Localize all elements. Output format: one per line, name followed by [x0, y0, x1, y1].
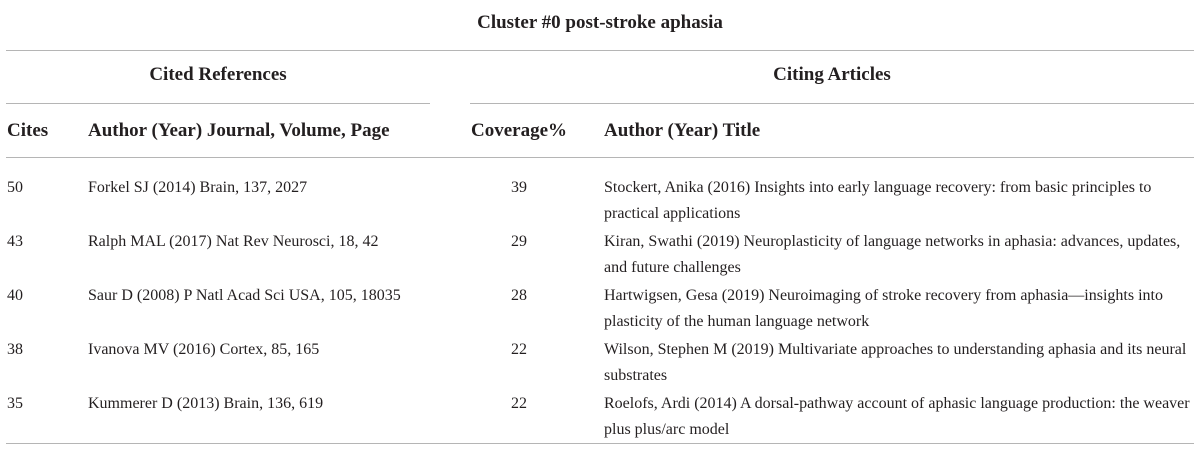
column-header-coverage: Coverage%: [470, 120, 568, 141]
reference-cell: Saur D (2008) P Natl Acad Sci USA, 105, 18035: [88, 287, 401, 304]
reference-cell: Ralph MAL (2017) Nat Rev Neurosci, 18, 42: [88, 233, 379, 250]
coverage-cell: 39: [511, 179, 527, 196]
article-cell: Roelofs, Ardi (2014) A dorsal-pathway account of aphasic language production: the weaver plus plus/arc model: [604, 395, 1190, 438]
cites-cell: 35: [7, 395, 23, 412]
article-cell: Hartwigsen, Gesa (2019) Neuroimaging of stroke recovery from aphasia—insights into plasticity of the human language network: [604, 287, 1163, 330]
column-header-article: Author (Year) Title: [604, 120, 761, 141]
coverage-cell: 22: [511, 341, 527, 358]
cites-cell: 38: [7, 341, 23, 358]
coverage-cell: 29: [511, 233, 527, 250]
coverage-cell: 22: [511, 395, 527, 412]
top-rule: [6, 50, 1194, 51]
reference-cell: Forkel SJ (2014) Brain, 137, 2027: [88, 179, 308, 196]
group-header-cited: Cited References: [149, 64, 287, 85]
bottom-rule: [6, 443, 1194, 444]
cited-group-rule: [6, 103, 430, 104]
coverage-cell: 28: [511, 287, 527, 304]
cites-cell: 40: [7, 287, 23, 304]
article-cell: Wilson, Stephen M (2019) Multivariate approaches to understanding aphasia and its neural substrates: [604, 341, 1187, 384]
cites-cell: 50: [7, 179, 23, 196]
column-header-reference: Author (Year) Journal, Volume, Page: [88, 120, 390, 141]
table-title: Cluster #0 post-stroke aphasia: [477, 12, 723, 33]
column-header-cites: Cites: [7, 120, 49, 141]
cites-cell: 43: [7, 233, 23, 250]
table-row: [0, 280, 1200, 334]
citing-group-rule: [470, 103, 1194, 104]
table-body: [0, 172, 1200, 442]
reference-cell: Kummerer D (2013) Brain, 136, 619: [88, 395, 324, 412]
article-cell: Stockert, Anika (2016) Insights into early language recovery: from basic principles to practical applications: [604, 179, 1152, 222]
header-rule: [6, 157, 1194, 158]
table-row: [0, 388, 1200, 442]
table-row: [0, 334, 1200, 388]
table-row: [0, 172, 1200, 226]
table-row: [0, 226, 1200, 280]
reference-cell: Ivanova MV (2016) Cortex, 85, 165: [88, 341, 320, 358]
article-cell: Kiran, Swathi (2019) Neuroplasticity of language networks in aphasia: advances, updates, and future challenges: [604, 233, 1181, 276]
group-header-citing: Citing Articles: [773, 64, 891, 85]
